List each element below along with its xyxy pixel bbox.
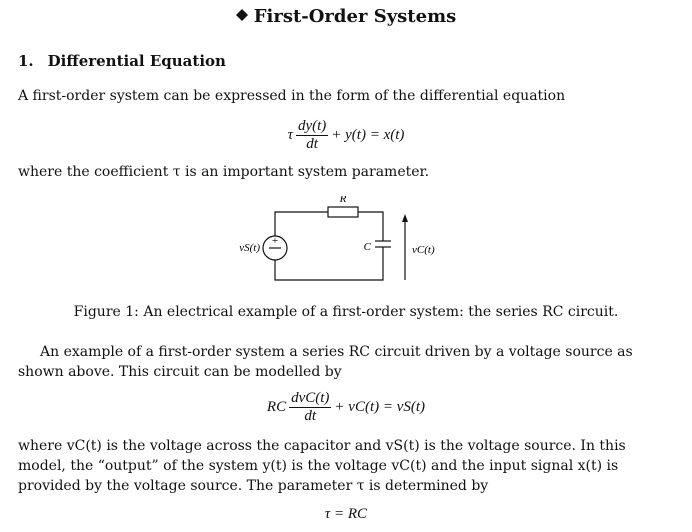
rc-circuit-diagram — [216, 196, 456, 296]
eq1-coefficient: τ — [287, 127, 293, 143]
resistor-label: R — [339, 196, 347, 205]
output-arrow-head — [402, 214, 408, 222]
equation-3 — [0, 506, 692, 523]
capacitor-label: C — [363, 241, 371, 253]
paragraph-3: where vC(t) is the voltage across the capacitor and vS(t) is the voltage source. In this model, the “output” of the system y(t) is the voltage vC(t) and the input signal x(t) is provided by the voltage source. The parameter τ is determined by — [18, 438, 626, 494]
section-title: Differential Equation — [47, 52, 226, 70]
paragraph-2: An example of a first-order system a series RC circuit driven by a voltage source as shown above. This circuit can be modelled by — [18, 344, 633, 380]
after-eq1-paragraph: where the coefficient τ is an important system parameter. — [18, 164, 430, 180]
equation-2 — [0, 390, 692, 425]
eq2-rest: + vC(t) = vS(t) — [334, 399, 426, 415]
source-label: vS(t) — [239, 242, 260, 254]
resistor-symbol — [328, 207, 358, 217]
section-heading — [18, 52, 226, 70]
page-title — [0, 6, 692, 27]
output-label: vC(t) — [412, 244, 435, 256]
wire-top-right — [358, 212, 383, 241]
eq1-rest: + y(t) = x(t) — [331, 127, 405, 143]
eq2-numerator: dvC(t) — [291, 390, 330, 406]
eq1-numerator: dy(t) — [297, 118, 327, 134]
eq2-fraction — [289, 390, 331, 425]
eq2-denominator: dt — [304, 408, 317, 424]
eq2-coefficient: RC — [266, 399, 287, 415]
eq3-text: τ = RC — [324, 506, 368, 522]
figure-caption: Figure 1: An electrical example of a first-order system: the series RC circuit. — [73, 304, 619, 320]
intro-paragraph: A first-order system can be expressed in the form of the differential equation — [18, 88, 566, 104]
equation-1 — [0, 118, 692, 153]
eq1-denominator: dt — [306, 136, 318, 152]
title-bullet-icon — [236, 9, 248, 21]
source-sign: + — [271, 235, 279, 247]
title-text: First-Order Systems — [253, 6, 457, 27]
wire-top-left — [275, 212, 328, 236]
section-number: 1. — [18, 52, 34, 70]
eq1-fraction — [296, 118, 328, 153]
